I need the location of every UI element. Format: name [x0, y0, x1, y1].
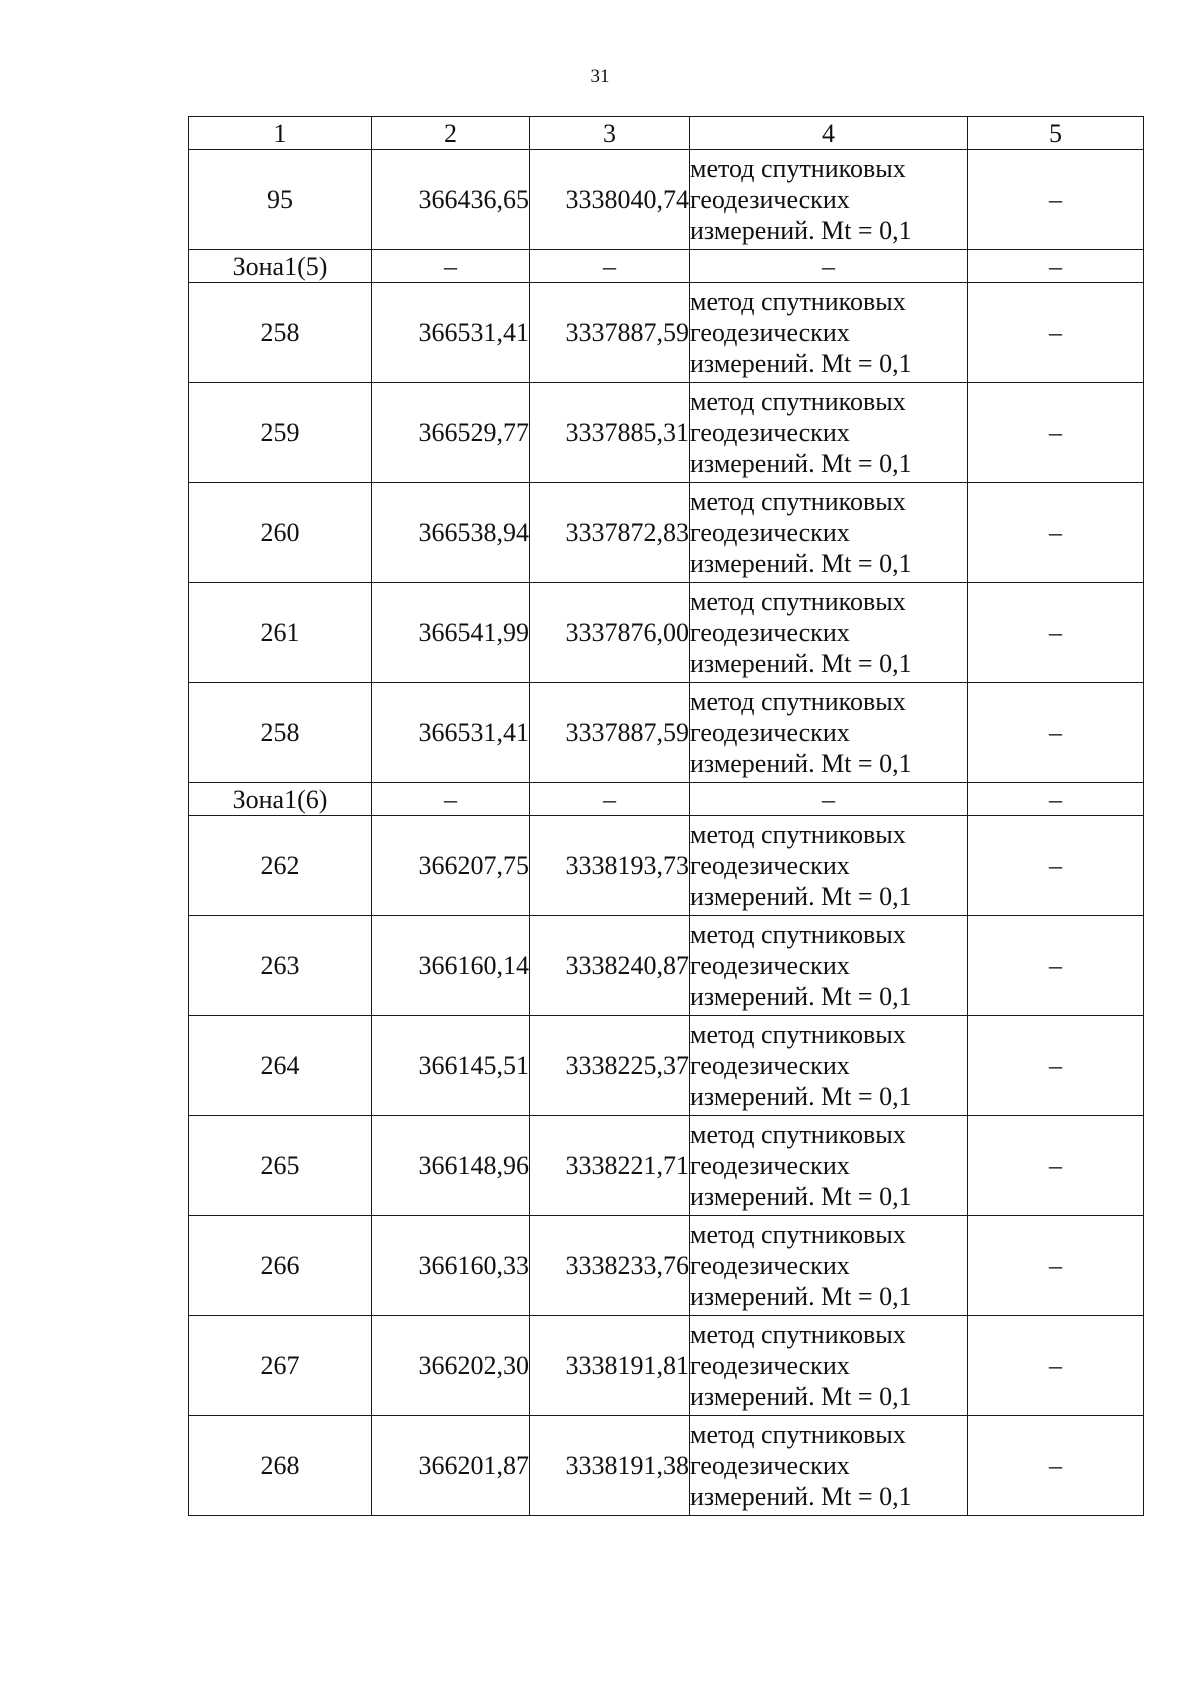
method-text-line: метод спутниковых	[690, 1020, 906, 1049]
method-cell	[690, 1016, 968, 1116]
method-text-line: метод спутниковых	[690, 920, 906, 949]
method-text-line: измерений. Mt = 0,1	[690, 449, 912, 478]
table-row	[189, 916, 1144, 1016]
method-text-line: геодезических	[690, 418, 850, 447]
empty-dash-cell: –	[372, 250, 530, 283]
method-cell	[690, 683, 968, 783]
note-cell: –	[968, 1416, 1144, 1516]
note-cell: –	[968, 1016, 1144, 1116]
note-cell: –	[968, 583, 1144, 683]
x-coordinate-cell: 366148,96	[372, 1116, 530, 1216]
method-cell	[690, 150, 968, 250]
zone-row	[189, 783, 1144, 816]
y-coordinate-cell: 3338191,81	[530, 1316, 690, 1416]
method-cell	[690, 283, 968, 383]
y-coordinate-cell: 3337876,00	[530, 583, 690, 683]
method-text-line: измерений. Mt = 0,1	[690, 349, 912, 378]
method-text-line: геодезических	[690, 1051, 850, 1080]
note-cell: –	[968, 150, 1144, 250]
point-number-cell: 266	[189, 1216, 372, 1316]
page-number: 31	[590, 66, 610, 87]
x-coordinate-cell: 366531,41	[372, 683, 530, 783]
method-text-line: метод спутниковых	[690, 1220, 906, 1249]
method-text-line: геодезических	[690, 618, 850, 647]
x-coordinate-cell: 366529,77	[372, 383, 530, 483]
method-text-line: геодезических	[690, 318, 850, 347]
empty-dash-cell: –	[968, 783, 1144, 816]
note-cell: –	[968, 1316, 1144, 1416]
note-cell: –	[968, 383, 1144, 483]
coordinates-table	[188, 116, 1144, 1516]
point-number-cell: 95	[189, 150, 372, 250]
point-number-cell: 258	[189, 283, 372, 383]
empty-dash-cell: –	[530, 250, 690, 283]
method-text-line: метод спутниковых	[690, 487, 906, 516]
column-header: 2	[372, 117, 530, 150]
method-text-line: измерений. Mt = 0,1	[690, 982, 912, 1011]
method-text-line: метод спутниковых	[690, 587, 906, 616]
x-coordinate-cell: 366202,30	[372, 1316, 530, 1416]
empty-dash-cell: –	[530, 783, 690, 816]
method-text-line: измерений. Mt = 0,1	[690, 216, 912, 245]
zone-label: Зона1(6)	[189, 783, 372, 816]
method-cell	[690, 816, 968, 916]
y-coordinate-cell: 3338193,73	[530, 816, 690, 916]
point-number-cell: 264	[189, 1016, 372, 1116]
empty-dash-cell: –	[690, 250, 968, 283]
method-text-line: геодезических	[690, 1351, 850, 1380]
method-cell	[690, 383, 968, 483]
y-coordinate-cell: 3338225,37	[530, 1016, 690, 1116]
note-cell: –	[968, 1216, 1144, 1316]
point-number-cell: 261	[189, 583, 372, 683]
point-number-cell: 267	[189, 1316, 372, 1416]
table-row	[189, 1216, 1144, 1316]
method-text-line: геодезических	[690, 1451, 850, 1480]
column-header: 1	[189, 117, 372, 150]
method-text-line: измерений. Mt = 0,1	[690, 1082, 912, 1111]
method-cell	[690, 1116, 968, 1216]
method-text-line: метод спутниковых	[690, 1420, 906, 1449]
y-coordinate-cell: 3337885,31	[530, 383, 690, 483]
zone-row	[189, 250, 1144, 283]
x-coordinate-cell: 366436,65	[372, 150, 530, 250]
note-cell: –	[968, 683, 1144, 783]
y-coordinate-cell: 3337887,59	[530, 683, 690, 783]
table-row	[189, 683, 1144, 783]
x-coordinate-cell: 366531,41	[372, 283, 530, 383]
method-text-line: измерений. Mt = 0,1	[690, 1282, 912, 1311]
method-text-line: геодезических	[690, 718, 850, 747]
method-text-line: геодезических	[690, 1151, 850, 1180]
method-cell	[690, 1216, 968, 1316]
column-header: 4	[690, 117, 968, 150]
empty-dash-cell: –	[968, 250, 1144, 283]
y-coordinate-cell: 3337887,59	[530, 283, 690, 383]
empty-dash-cell: –	[372, 783, 530, 816]
method-cell	[690, 483, 968, 583]
method-cell	[690, 1316, 968, 1416]
point-number-cell: 265	[189, 1116, 372, 1216]
table-body	[189, 117, 1144, 1516]
column-header: 5	[968, 117, 1144, 150]
method-text-line: геодезических	[690, 185, 850, 214]
x-coordinate-cell: 366160,33	[372, 1216, 530, 1316]
method-cell	[690, 916, 968, 1016]
point-number-cell: 258	[189, 683, 372, 783]
method-text-line: измерений. Mt = 0,1	[690, 1182, 912, 1211]
method-cell	[690, 583, 968, 683]
x-coordinate-cell: 366538,94	[372, 483, 530, 583]
method-text-line: измерений. Mt = 0,1	[690, 649, 912, 678]
table-row	[189, 483, 1144, 583]
method-text-line: метод спутниковых	[690, 820, 906, 849]
table-row	[189, 1116, 1144, 1216]
method-text-line: геодезических	[690, 1251, 850, 1280]
method-text-line: измерений. Mt = 0,1	[690, 882, 912, 911]
method-text-line: геодезических	[690, 851, 850, 880]
method-text-line: геодезических	[690, 518, 850, 547]
table-row	[189, 383, 1144, 483]
table-row	[189, 1416, 1144, 1516]
zone-label: Зона1(5)	[189, 250, 372, 283]
y-coordinate-cell: 3338240,87	[530, 916, 690, 1016]
note-cell: –	[968, 483, 1144, 583]
table-header-row	[189, 117, 1144, 150]
point-number-cell: 268	[189, 1416, 372, 1516]
note-cell: –	[968, 916, 1144, 1016]
note-cell: –	[968, 1116, 1144, 1216]
method-text-line: метод спутниковых	[690, 387, 906, 416]
point-number-cell: 263	[189, 916, 372, 1016]
method-text-line: измерений. Mt = 0,1	[690, 749, 912, 778]
method-text-line: метод спутниковых	[690, 1320, 906, 1349]
y-coordinate-cell: 3338221,71	[530, 1116, 690, 1216]
method-text-line: геодезических	[690, 951, 850, 980]
point-number-cell: 260	[189, 483, 372, 583]
x-coordinate-cell: 366201,87	[372, 1416, 530, 1516]
table-row	[189, 150, 1144, 250]
y-coordinate-cell: 3338191,38	[530, 1416, 690, 1516]
table-row	[189, 283, 1144, 383]
y-coordinate-cell: 3337872,83	[530, 483, 690, 583]
empty-dash-cell: –	[690, 783, 968, 816]
x-coordinate-cell: 366145,51	[372, 1016, 530, 1116]
method-text-line: метод спутниковых	[690, 287, 906, 316]
method-cell	[690, 1416, 968, 1516]
note-cell: –	[968, 816, 1144, 916]
column-header: 3	[530, 117, 690, 150]
method-text-line: метод спутниковых	[690, 1120, 906, 1149]
method-text-line: измерений. Mt = 0,1	[690, 549, 912, 578]
y-coordinate-cell: 3338040,74	[530, 150, 690, 250]
method-text-line: метод спутниковых	[690, 687, 906, 716]
table-row	[189, 1016, 1144, 1116]
y-coordinate-cell: 3338233,76	[530, 1216, 690, 1316]
point-number-cell: 259	[189, 383, 372, 483]
table-row	[189, 583, 1144, 683]
note-cell: –	[968, 283, 1144, 383]
table-row	[189, 816, 1144, 916]
method-text-line: измерений. Mt = 0,1	[690, 1382, 912, 1411]
method-text-line: метод спутниковых	[690, 154, 906, 183]
method-text-line: измерений. Mt = 0,1	[690, 1482, 912, 1511]
table-row	[189, 1316, 1144, 1416]
x-coordinate-cell: 366160,14	[372, 916, 530, 1016]
x-coordinate-cell: 366207,75	[372, 816, 530, 916]
point-number-cell: 262	[189, 816, 372, 916]
x-coordinate-cell: 366541,99	[372, 583, 530, 683]
